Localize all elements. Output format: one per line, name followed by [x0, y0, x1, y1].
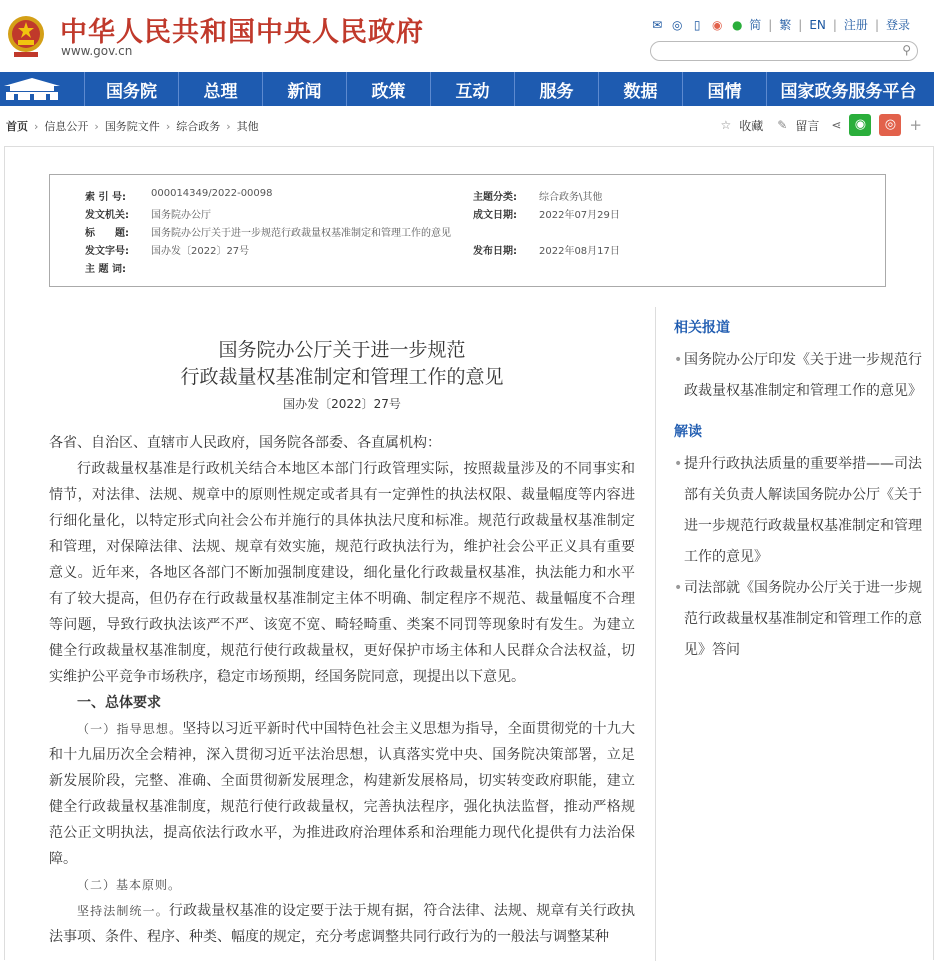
related-link[interactable]: • 国务院办公厅印发《关于进一步规范行政裁量权基准制定和管理工作的意见》	[674, 345, 934, 407]
plus-icon[interactable]: +	[909, 116, 922, 134]
interp-title: 解读	[674, 424, 702, 440]
article-title-line1: 国务院办公厅关于进一步规范	[218, 339, 466, 361]
related-list	[674, 345, 934, 407]
nav-item-state-council[interactable]: 国务院	[84, 72, 178, 106]
site-url: www.gov.cn	[61, 44, 133, 58]
traditional-link[interactable]: 繁	[779, 18, 792, 32]
separator: |	[768, 17, 773, 32]
weibo-icon[interactable]: ◉	[711, 17, 723, 32]
star-icon[interactable]: ☆	[720, 118, 732, 132]
gate-logo-icon[interactable]	[0, 72, 84, 106]
meta-issuer-label: 发文机关:	[85, 210, 129, 221]
top-links	[649, 16, 910, 33]
comment-button[interactable]: 留言	[795, 118, 820, 133]
article-title	[49, 337, 635, 391]
article-paragraph	[49, 716, 635, 872]
article-greeting: 各省、自治区、直辖市人民政府，国务院各部委、各直属机构：	[49, 435, 441, 451]
separator: |	[874, 17, 879, 32]
nav-item-premier[interactable]: 总理	[178, 72, 262, 106]
breadcrumb-home[interactable]: 首页	[6, 120, 28, 133]
nav-item-service[interactable]: 服务	[514, 72, 598, 106]
meta-index-label: 索 引 号:	[85, 192, 126, 203]
breadcrumb-docs[interactable]: 国务院文件	[104, 120, 160, 133]
message-icon[interactable]: ◎	[671, 17, 683, 32]
nav-item-data[interactable]: 数据	[598, 72, 682, 106]
article-paragraph: 行政裁量权基准是行政机关结合本地区本部门行政管理实际，按照裁量涉及的不同事实和情节，对法律、法规、规章中的原则性规定或者具有一定弹性的执法权限、裁量幅度等内容进行细化量化，以特定形式向社会公布并施行的具体执法尺度和标准。规范行政裁量权基准制定和管理，对保障法律、法规、规章有效实施，规范行政执法行为，维护社会公平正义具有重要意义。近年来，各地区各部门不断加强制度建设，细化量化行政裁量权基准，执法能力和水平有了较大提高，但仍存在行政裁量权基准制定主体不明确、制定程序不规范、裁量幅度不合理等问题，导致行政执法该严不严、该宽不宽、畸轻畸重、类案不同罚等现象时有发生。为建立健全行政裁量权基准制度，规范行使行政裁量权，更好保护市场主体和人民群众合法权益，切实维护公平竞争市场秩序，稳定市场预期，经国务院同意，现提出以下意见。	[49, 461, 635, 685]
meta-date: 2022年07月29日	[539, 210, 620, 221]
weibo-share-icon[interactable]: ◎	[879, 114, 901, 136]
site-header	[0, 0, 934, 72]
interp-list	[674, 449, 934, 666]
register-link[interactable]: 注册	[843, 18, 868, 32]
interp-link[interactable]: • 提升行政执法质量的重要举措——司法部有关负责人解读国务院办公厅《关于进一步规范行政裁量权基准制定和管理工作的意见》	[674, 449, 934, 573]
meta-index: 000014349/2022-00098	[151, 188, 273, 199]
meta-date-label: 成文日期:	[473, 210, 517, 221]
pen-icon[interactable]: ✎	[777, 118, 788, 132]
article	[49, 307, 635, 950]
interp-link[interactable]: • 司法部就《国务院办公厅关于进一步规范行政裁量权基准制定和管理工作的意见》答问	[674, 573, 934, 666]
article-title-line2: 行政裁量权基准制定和管理工作的意见	[180, 366, 504, 388]
search-icon[interactable]: ⚲	[902, 43, 911, 57]
article-lead: 坚持法制统一。	[77, 904, 169, 918]
meta-topic: 综合政务\其他	[539, 192, 603, 203]
article-text: 行政裁量权基准的设定要于法于规有据，符合法律、法规、规章有关行政执法事项、条件、程序、种类、幅度的规定，充分考虑调整共同行政行为的一般法与调整某种	[49, 903, 635, 945]
breadcrumb-info[interactable]: 信息公开	[44, 120, 89, 133]
nav-item-interaction[interactable]: 互动	[430, 72, 514, 106]
search-input[interactable]	[650, 41, 918, 61]
share-tools	[721, 114, 923, 136]
article-text: 坚持以习近平新时代中国特色社会主义思想为指导，全面贯彻党的十九大和十九届历次全会精神，深入贯彻习近平法治思想，认真落实党中央、国务院决策部署，立足新发展阶段，完整、准确、全面贯彻新发展理念，构建新发展格局，切实转变政府职能，建立健全行政裁量权基准制度，规范行使行政裁量权，完善执法程序，强化执法监督，推动严格规范公正文明执法，提高依法行政水平，为推进政府治理体系和治理能力现代化提供有力法治保障。	[49, 721, 635, 867]
meta-title-label: 标 题:	[85, 228, 129, 239]
national-emblem-icon[interactable]	[6, 12, 46, 60]
meta-title: 国务院办公厅关于进一步规范行政裁量权基准制定和管理工作的意见	[151, 228, 451, 239]
article-lead: （二）基本原则。	[77, 878, 182, 892]
wechat-share-icon[interactable]: ◉	[849, 114, 871, 136]
document-meta-box	[49, 174, 886, 287]
chevron-right-icon: ›	[34, 119, 39, 133]
mobile-icon[interactable]: ▯	[693, 17, 701, 32]
breadcrumb	[6, 118, 259, 134]
article-paragraph	[49, 898, 635, 950]
meta-keywords-label: 主 题 词:	[85, 264, 126, 275]
article-heading: 一、总体要求	[77, 695, 161, 711]
meta-pub: 2022年08月17日	[539, 246, 620, 257]
mail-icon[interactable]: ✉	[652, 17, 663, 32]
meta-issuer: 国务院办公厅	[151, 210, 211, 221]
login-link[interactable]: 登录	[885, 18, 910, 32]
chevron-right-icon: ›	[226, 119, 231, 133]
breadcrumb-other[interactable]: 其他	[236, 120, 259, 133]
breadcrumb-general[interactable]: 综合政务	[176, 120, 221, 133]
english-link[interactable]: EN	[809, 17, 826, 32]
chevron-right-icon: ›	[94, 119, 99, 133]
nav-item-news[interactable]: 新闻	[262, 72, 346, 106]
meta-pub-label: 发布日期:	[473, 246, 517, 257]
separator: |	[798, 17, 803, 32]
wechat-icon[interactable]: ●	[731, 17, 743, 32]
sidebar	[655, 307, 934, 961]
main-nav	[0, 72, 934, 106]
meta-topic-label: 主题分类:	[473, 192, 517, 203]
nav-item-service-platform[interactable]: 国家政务服务平台	[766, 72, 930, 106]
separator: |	[832, 17, 837, 32]
meta-docno-label: 发文字号:	[85, 246, 129, 257]
content-area	[4, 146, 934, 960]
article-docno: 国办发〔2022〕27号	[283, 397, 401, 411]
simplified-link[interactable]: 简	[749, 18, 762, 32]
nav-item-policy[interactable]: 政策	[346, 72, 430, 106]
share-icon[interactable]: ⋖	[831, 118, 842, 132]
meta-docno: 国办发〔2022〕27号	[151, 246, 250, 257]
article-body	[49, 430, 635, 950]
article-lead: （一）指导思想。	[77, 722, 183, 736]
related-title: 相关报道	[674, 320, 730, 336]
favorite-button[interactable]: 收藏	[739, 118, 764, 133]
chevron-right-icon: ›	[165, 119, 171, 133]
article-paragraph	[49, 872, 635, 898]
nav-item-national-info[interactable]: 国情	[682, 72, 766, 106]
site-title[interactable]: 中华人民共和国中央人民政府	[60, 17, 424, 48]
